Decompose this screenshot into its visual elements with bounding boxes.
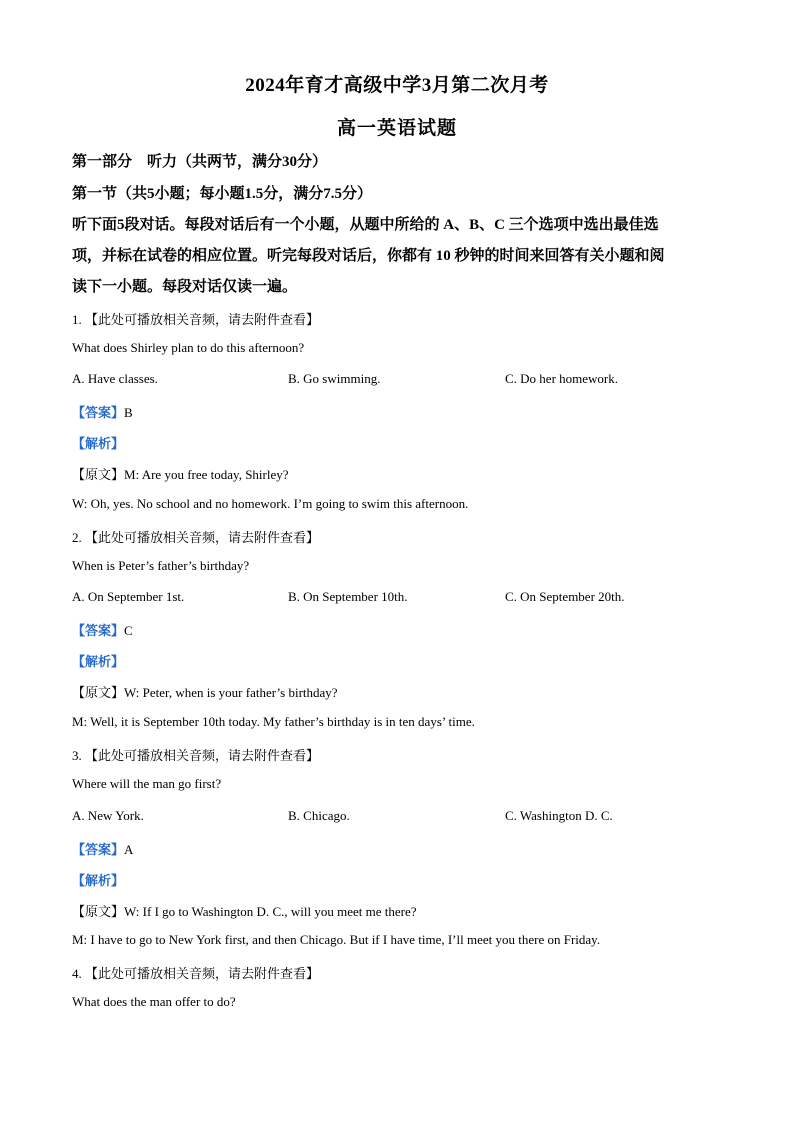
question-number: 2. — [72, 530, 82, 545]
transcript-line-2: W: Oh, yes. No school and no homework. I’m going to swim this afternoon. — [72, 496, 469, 511]
option-b: B. Go swimming. — [288, 371, 381, 386]
question-4-text: What does the man offer to do? — [72, 994, 236, 1009]
option-b: B. On September 10th. — [288, 589, 408, 604]
question-1-header — [72, 309, 319, 328]
option-c: C. On September 20th. — [505, 589, 625, 604]
analysis-line — [72, 651, 124, 670]
audio-link[interactable]: 【此处可播放相关音频，请去附件查看】 — [85, 313, 320, 328]
question-1-text: What does Shirley plan to do this afternoon? — [72, 340, 305, 355]
question-number: 1. — [72, 312, 82, 327]
option-c: C. Do her homework. — [505, 371, 619, 386]
original-tag: 【原文】 — [72, 905, 125, 920]
section-sub-heading: 第一节（共5小题；每小题1.5分，满分7.5分） — [72, 186, 373, 202]
question-3-header — [72, 745, 319, 764]
question-number: 3. — [72, 748, 82, 763]
answer-line — [72, 620, 133, 639]
transcript-line-1 — [72, 682, 338, 701]
answer-line — [72, 839, 133, 858]
option-a: A. Have classes. — [72, 371, 158, 386]
answer-tag: 【答案】 — [72, 843, 125, 858]
original-tag: 【原文】 — [72, 468, 125, 483]
transcript-line-1 — [72, 464, 289, 483]
audio-link[interactable]: 【此处可播放相关音频，请去附件查看】 — [85, 967, 320, 982]
answer-tag: 【答案】 — [72, 624, 125, 639]
analysis-line — [72, 433, 124, 452]
answer-value: B — [124, 405, 133, 420]
answer-line — [72, 402, 133, 421]
question-number: 4. — [72, 966, 82, 981]
question-3-text: Where will the man go first? — [72, 776, 222, 791]
option-a: A. New York. — [72, 808, 144, 823]
option-c: C. Washington D. C. — [505, 808, 613, 823]
instruction-line-3: 读下一小题。每段对话仅读一遍。 — [72, 279, 298, 295]
transcript-text: M: Are you free today, Shirley? — [124, 467, 289, 482]
transcript-text: W: If I go to Washington D. C., will you meet me there? — [124, 904, 417, 919]
exam-title: 2024年育才高级中学3月第二次月考 — [245, 75, 549, 96]
original-tag: 【原文】 — [72, 686, 125, 701]
analysis-tag: 【解析】 — [72, 655, 125, 670]
answer-tag: 【答案】 — [72, 406, 125, 421]
transcript-line-2: M: Well, it is September 10th today. My father’s birthday is in ten days’ time. — [72, 714, 475, 729]
exam-subtitle: 高一英语试题 — [336, 118, 457, 139]
question-4-header — [72, 963, 319, 982]
analysis-line — [72, 870, 124, 889]
transcript-line-1 — [72, 901, 417, 920]
option-b: B. Chicago. — [288, 808, 350, 823]
analysis-tag: 【解析】 — [72, 437, 125, 452]
instruction-line-1: 听下面5段对话。每段对话后有一个小题，从题中所给的 A、B、C 三个选项中选出最佳选 — [72, 217, 659, 233]
question-2-header — [72, 527, 319, 546]
audio-link[interactable]: 【此处可播放相关音频，请去附件查看】 — [85, 531, 320, 546]
question-2-text: When is Peter’s father’s birthday? — [72, 558, 250, 573]
transcript-line-2: M: I have to go to New York first, and then Chicago. But if I have time, I’ll meet you there on Friday. — [72, 932, 601, 947]
option-a: A. On September 1st. — [72, 589, 185, 604]
answer-value: A — [124, 842, 134, 857]
analysis-tag: 【解析】 — [72, 874, 125, 889]
section-part-heading: 第一部分 听力（共两节，满分30分） — [72, 154, 328, 170]
audio-link[interactable]: 【此处可播放相关音频，请去附件查看】 — [85, 749, 320, 764]
transcript-text: W: Peter, when is your father’s birthday? — [124, 685, 338, 700]
answer-value: C — [124, 623, 133, 638]
instruction-line-2: 项，并标在试卷的相应位置。听完每段对话后，你都有 10 秒钟的时间来回答有关小题和阅 — [72, 248, 665, 264]
